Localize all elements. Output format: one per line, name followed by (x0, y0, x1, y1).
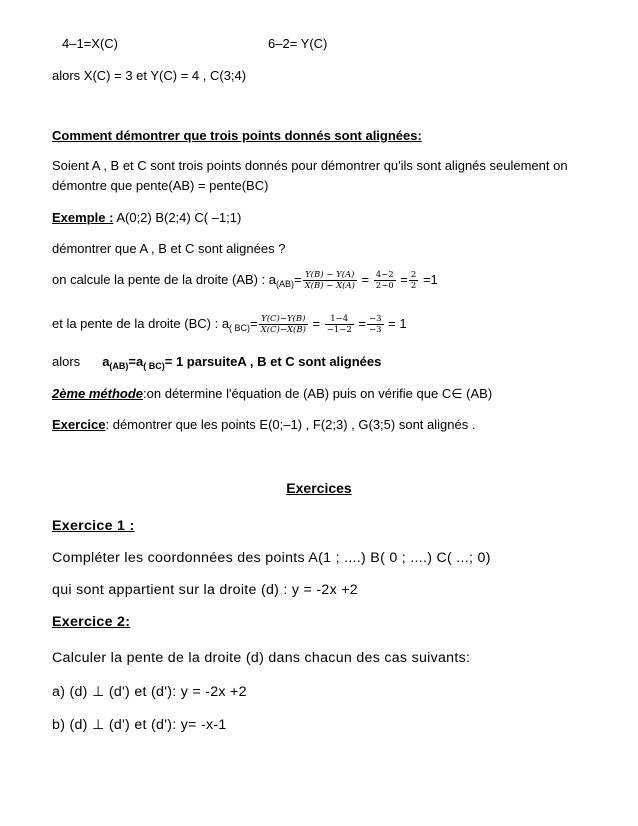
slope-bc-simplified-num: −3 (369, 314, 382, 325)
alors-mid: =a (128, 354, 144, 369)
exercise-1-title: Exercice 1 : (52, 518, 135, 534)
slope-ab-formula-den: X(B) − X(A) (304, 281, 355, 292)
slope-ab-equals: = (294, 272, 302, 287)
slope-bc-prefix: et la pente de la droite (BC) : a (52, 316, 230, 331)
example-points: A(0;2) B(2;4) C( –1;1) (113, 210, 242, 225)
inline-exercise-text: : démontrer que les points E(0;–1) , F(2;3) , G(3;5) sont alignés . (105, 417, 476, 432)
exercise-1-line-2: qui sont appartient sur la droite (d) : y = -2x +2 (52, 582, 358, 598)
slope-ab-simplified-num: 2 (410, 270, 417, 281)
section-heading: Comment démontrer que trois points donnés sont alignées: (52, 128, 422, 143)
example-line (52, 210, 241, 226)
slope-ab-equals-2: = (357, 272, 373, 287)
inline-exercise-line (52, 417, 475, 433)
slope-ab-values-num: 4−2 (375, 270, 394, 281)
slope-bc-values-num: 1−4 (325, 314, 354, 325)
alors-a1: a (102, 354, 110, 369)
alors-sub1: (AB) (109, 361, 129, 371)
slope-bc-equals-2: = (308, 316, 324, 331)
slope-bc-formula-den: X(C)−X(B) (260, 325, 306, 336)
slope-bc-simplified (367, 314, 384, 335)
exercise-2-title: Exercice 2: (52, 614, 131, 630)
alors-sub2: ( BC) (143, 361, 165, 371)
slope-bc-simplified-den: −3 (369, 325, 382, 336)
example-label: Exemple : (52, 210, 114, 225)
exercise-2-item-b: b) (d) ⊥ (d') et (d'): y= -x-1 (52, 717, 227, 733)
slope-ab-result: =1 (419, 272, 438, 287)
exercise-1-line-1: Compléter les coordonnées des points A(1 ; ....) B( 0 ; ....) C( ...; 0) (52, 550, 491, 566)
inline-exercise-label: Exercice (52, 417, 106, 432)
slope-bc-equals: = (250, 316, 258, 331)
slope-bc-values (325, 314, 354, 335)
slope-bc-formula-num: Y(C)−Y(B) (259, 314, 308, 325)
intro-line-2: démontre que pente(AB) = pente(BC) (52, 178, 269, 193)
slope-ab-sub: (AB) (276, 279, 295, 289)
method-2-label: 2ème méthode (52, 386, 144, 401)
slope-bc-sub: ( BC) (229, 323, 251, 333)
slope-ab-line (52, 266, 438, 294)
y-c-equation: 6–2= Y(C) (268, 36, 328, 51)
method-2-text: :on détermine l'équation de (AB) puis on vérifie que C∈ (AB) (143, 386, 493, 401)
alors-rest: = 1 parsuiteA , B et C sont alignées (164, 354, 382, 369)
slope-bc-equals-3: = (354, 316, 366, 331)
slope-bc-formula (259, 314, 308, 335)
alignment-statement (102, 354, 381, 369)
alignment-conclusion (52, 354, 381, 370)
slope-ab-formula (303, 270, 357, 291)
exercise-2-item-a: a) (d) ⊥ (d') et (d'): y = -2x +2 (52, 684, 247, 700)
slope-ab-equals-3: = (396, 272, 408, 287)
slope-ab-values-den: 2−0 (375, 281, 394, 292)
method-2-line (52, 386, 492, 402)
c-coordinates-conclusion: alors X(C) = 3 et Y(C) = 4 , C(3;4) (52, 68, 247, 83)
slope-bc-result: = 1 (384, 316, 407, 331)
exercise-2-line-1: Calculer la pente de la droite (d) dans chacun des cas suivants: (52, 650, 471, 666)
slope-ab-prefix: on calcule la pente de la droite (AB) : a (52, 272, 277, 287)
slope-ab-values (374, 270, 396, 291)
slope-bc-values-den: −1−2 (326, 325, 352, 336)
slope-ab-formula-num: Y(B) − Y(A) (303, 270, 357, 281)
slope-ab-simplified-den: 2 (410, 281, 417, 292)
slope-bc-line (52, 310, 407, 338)
x-c-equation: 4–1=X(C) (62, 36, 118, 51)
slope-ab-simplified (409, 270, 418, 291)
alors-word: alors (52, 354, 81, 369)
exercises-title: Exercices (286, 480, 352, 496)
intro-line-1: Soient A , B et C sont trois points donnés pour démontrer qu'ils sont alignés seulement on (52, 158, 568, 173)
demo-question: démontrer que A , B et C sont alignées ? (52, 241, 286, 256)
